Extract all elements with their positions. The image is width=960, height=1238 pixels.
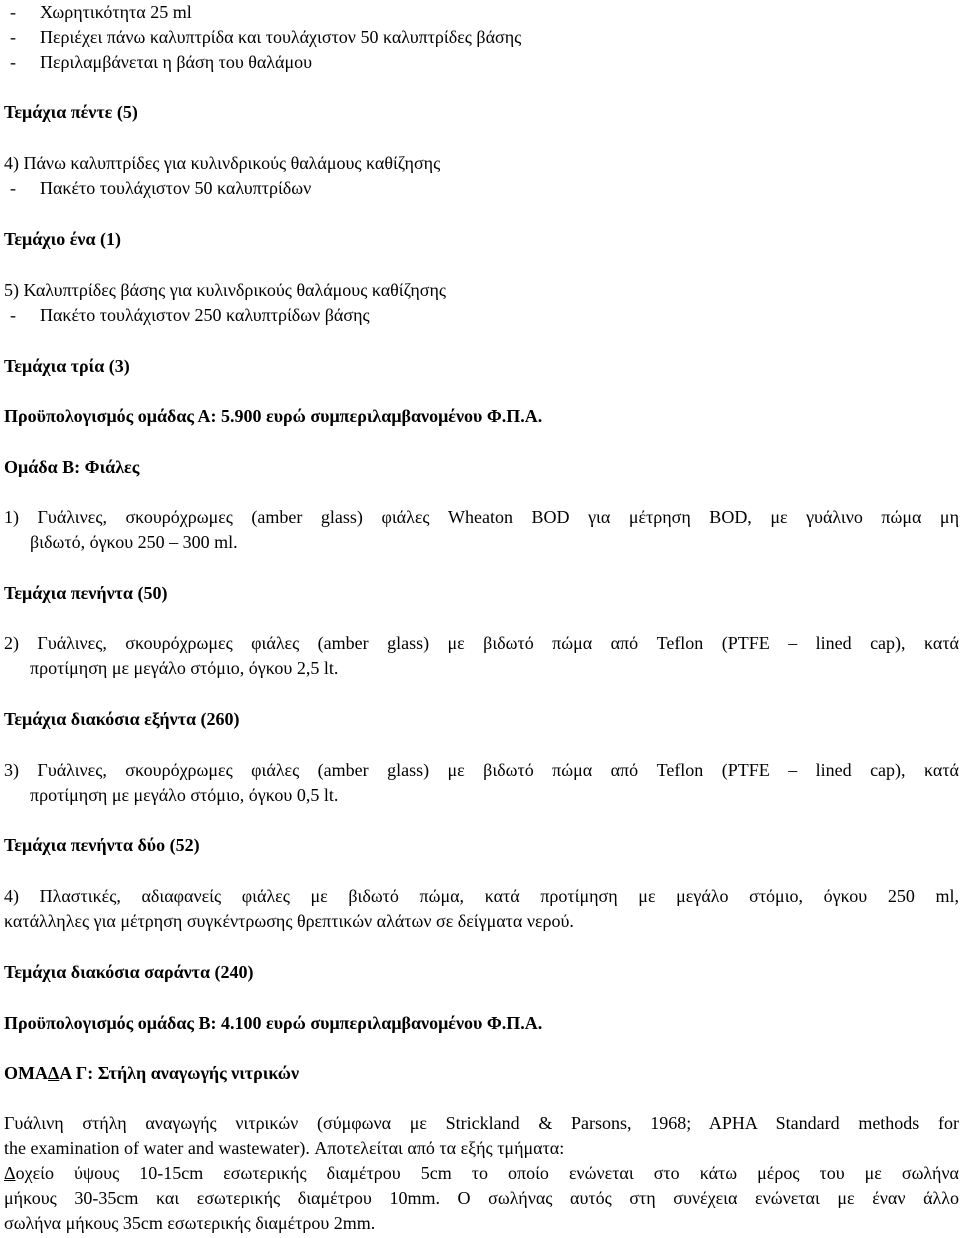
paragraph-line: 4) Πλαστικές, αδιαφανείς φιάλες με βιδωτό πώμα, κατά προτίμηση με μεγάλο στόμιο, όγκου 250 ml, [4, 886, 959, 906]
dash-mark: - [10, 305, 16, 325]
group-heading-part: Α Γ: Στήλη αναγωγής νιτρικών [59, 1063, 299, 1083]
list-item [10, 50, 312, 75]
list-item [10, 0, 192, 25]
paragraph-line: προτίμηση με μεγάλο στόμιο, όγκου 2,5 lt. [30, 658, 339, 678]
list-item-text: Πακέτο τουλάχιστον 250 καλυπτρίδων βάσης [40, 305, 370, 325]
budget-line: Προϋπολογισμός ομάδας Α: 5.900 ευρώ συμπεριλαμβανομένου Φ.Π.Α. [4, 406, 543, 426]
quantity-heading: Τεμάχια διακόσια σαράντα (240) [4, 962, 254, 982]
quantity-heading: Τεμάχιο ένα (1) [4, 229, 121, 249]
group-heading: Ομάδα Β: Φιάλες [4, 457, 140, 477]
list-item-text: Πακέτο τουλάχιστον 50 καλυπτρίδων [40, 178, 312, 198]
underlined-letter: Δ [4, 1163, 16, 1183]
dash-mark: - [10, 52, 16, 72]
paragraph-line: 3) Γυάλινες, σκουρόχρωμες φιάλες (amber glass) με βιδωτό πώμα από Teflon (PTFE – lined cap), κατά [4, 760, 959, 780]
item-title: 4) Πάνω καλυπτρίδες για κυλινδρικούς θαλάμους καθίζησης [4, 153, 441, 173]
paragraph-line: σωλήνα μήκους 35cm εσωτερικής διαμέτρου 2mm. [4, 1213, 376, 1233]
paragraph-line: Γυάλινη στήλη αναγωγής νιτρικών (σύμφωνα με Strickland & Parsons, 1968; APHA Standard methods for [4, 1113, 959, 1133]
group-heading [4, 1061, 299, 1086]
paragraph-line: βιδωτό, όγκου 250 – 300 ml. [30, 532, 238, 552]
dash-mark: - [10, 178, 16, 198]
quantity-heading: Τεμάχια τρία (3) [4, 356, 130, 376]
dash-mark: - [10, 27, 16, 47]
list-item [10, 176, 311, 201]
paragraph-line: 2) Γυάλινες, σκουρόχρωμες φιάλες (amber glass) με βιδωτό πώμα από Teflon (PTFE – lined cap), κατά [4, 633, 959, 653]
list-item [10, 303, 370, 328]
paragraph-line: κατάλληλες για μέτρηση συγκέντρωσης θρεπτικών αλάτων σε δείγματα νερού. [4, 911, 574, 931]
paragraph-line [4, 1161, 959, 1186]
list-item-text: Περιέχει πάνω καλυπτρίδα και τουλάχιστον 50 καλυπτρίδες βάσης [40, 27, 522, 47]
quantity-heading: Τεμάχια διακόσια εξήντα (260) [4, 709, 240, 729]
paragraph-line: μήκους 30-35cm και εσωτερικής διαμέτρου 10mm. Ο σωλήνας αυτός στη συνέχεια ενώνεται με έναν άλλο [4, 1188, 959, 1208]
list-item-text: Περιλαμβάνεται η βάση του θαλάμου [40, 52, 313, 72]
quantity-heading: Τεμάχια πέντε (5) [4, 102, 138, 122]
paragraph-line: the examination of water and wastewater). Αποτελείται από τα εξής τμήματα: [4, 1138, 565, 1158]
budget-line: Προϋπολογισμός ομάδας Β: 4.100 ευρώ συμπεριλαμβανομένου Φ.Π.Α. [4, 1013, 543, 1033]
list-item [10, 25, 521, 50]
item-title: 5) Καλυπτρίδες βάσης για κυλινδρικούς θαλάμους καθίζησης [4, 280, 447, 300]
paragraph-text: οχείο ύψους 10-15cm εσωτερικής διαμέτρου 5cm το οποίο ενώνεται στο κάτω μέρος του με σωλήνα [15, 1163, 959, 1183]
dash-mark: - [10, 2, 16, 22]
group-heading-part: ΟΜΑ [4, 1063, 48, 1083]
paragraph-line: προτίμηση με μεγάλο στόμιο, όγκου 0,5 lt. [30, 785, 339, 805]
quantity-heading: Τεμάχια πενήντα δύο (52) [4, 835, 200, 855]
paragraph-line: 1) Γυάλινες, σκουρόχρωμες (amber glass) φιάλες Wheaton BOD για μέτρηση BOD, με γυάλινο πώμα μη [4, 507, 959, 527]
quantity-heading: Τεμάχια πενήντα (50) [4, 583, 168, 603]
list-item-text: Χωρητικότητα 25 ml [40, 2, 192, 22]
group-heading-underlined-letter: Δ [48, 1063, 60, 1083]
